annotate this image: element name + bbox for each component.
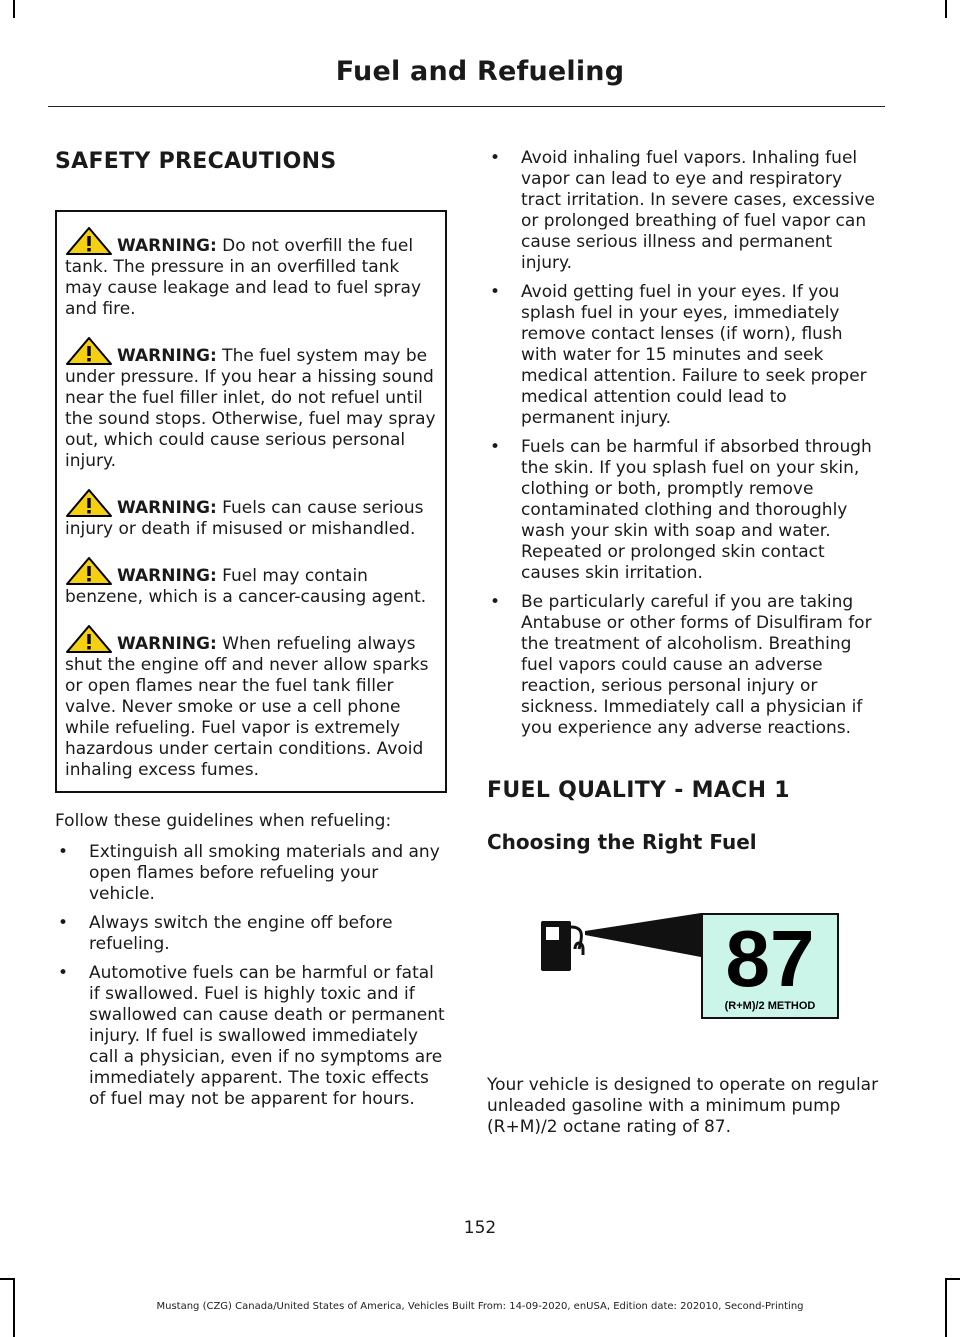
warning-label: WARNING:	[117, 566, 217, 586]
list-item: • Avoid inhaling fuel vapors. Inhaling fuel vapor can lead to eye and respiratory tract irritation. In severe cases, excessive or prolonged breathing of fuel vapor can cause serious illness and permanent injury.	[487, 148, 883, 274]
warning-triangle-icon	[65, 556, 113, 586]
list-item: • Extinguish all smoking materials and any open flames before refueling your vehicle.	[55, 842, 447, 905]
list-item: • Always switch the engine off before refueling.	[55, 913, 447, 955]
guidelines-list-left	[55, 842, 447, 1110]
warning-triangle-icon	[65, 336, 113, 366]
octane-method: (R+M)/2 METHOD	[724, 1000, 816, 1012]
octane-rating-graphic	[539, 911, 859, 1031]
warning-triangle-icon	[65, 488, 113, 518]
warning-label: WARNING:	[117, 346, 217, 366]
edition-footer: Mustang (CZG) Canada/United States of America, Vehicles Built From: 14-09-2020, enUSA, Edition date: 202010, Second-Printing	[156, 1301, 804, 1312]
guidelines-intro: Follow these guidelines when refueling:	[55, 811, 392, 831]
crop-mark	[945, 1278, 960, 1280]
warning-text: Fuels can cause serious injury or death if misused or mishandled.	[65, 498, 424, 539]
list-item: • Avoid getting fuel in your eyes. If you splash fuel in your eyes, immediately remove contact lenses (if worn), flush with water for 15 minutes and seek medical attention. Failure to seek proper medical attention could lead to permanent injury.	[487, 282, 883, 429]
warning-text: The fuel system may be under pressure. If you hear a hissing sound near the fuel filler inlet, do not refuel until the sound stops. Otherwise, fuel may spray out, which could cause serious personal injury.	[65, 346, 436, 471]
list-item: • Automotive fuels can be harmful or fatal if swallowed. Fuel is highly toxic and if swallowed can cause death or permanent injury. If fuel is swallowed immediately call a physician, even if no symptoms are immediately apparent. The toxic effects of fuel may not be apparent for hours.	[55, 963, 447, 1110]
warning-3	[65, 488, 437, 540]
page-number: 152	[463, 1218, 497, 1238]
warning-2	[65, 336, 437, 472]
header-divider	[48, 106, 885, 107]
warning-4	[65, 556, 437, 608]
guidelines-list-right	[487, 148, 883, 739]
left-column	[55, 148, 447, 1110]
warning-triangle-icon	[65, 226, 113, 256]
crop-mark	[0, 1278, 15, 1280]
choosing-fuel-subheading: Choosing the Right Fuel	[487, 830, 757, 854]
safety-heading: SAFETY PRECAUTIONS	[55, 149, 337, 174]
warning-label: WARNING:	[117, 236, 217, 256]
warning-text: When refueling always shut the engine off and never allow sparks or open flames near the fuel tank filler valve. Never smoke or use a cell phone while refueling. Fuel vapor is extremely hazardous under certain conditions. Avoid inhaling excess fumes.	[65, 634, 429, 780]
octane-label	[701, 913, 839, 1019]
list-item: • Fuels can be harmful if absorbed through the skin. If you splash fuel on your skin, clothing or both, promptly remove contaminated clothing and thoroughly wash your skin with soap and water. Repeated or prolonged skin contact causes skin irritation.	[487, 437, 883, 584]
warning-5	[65, 624, 437, 781]
warning-label: WARNING:	[117, 634, 217, 654]
warning-text: Fuel may contain benzene, which is a cancer-causing agent.	[65, 566, 427, 607]
list-item: • Be particularly careful if you are taking Antabuse or other forms of Disulfiram for the treatment of alcoholism. Breathing fuel vapors could cause an adverse reaction, serious personal injury or sickness. Immediately call a physician if you experience any adverse reactions.	[487, 592, 883, 739]
crop-mark	[945, 0, 947, 18]
page-header-title: Fuel and Refueling	[335, 56, 625, 87]
warning-text: Do not overfill the fuel tank. The pressure in an overfilled tank may cause leakage and lead to fuel spray and fire.	[65, 236, 422, 319]
warning-1	[65, 226, 437, 320]
warning-triangle-icon	[65, 624, 113, 654]
fuel-description: Your vehicle is designed to operate on regular unleaded gasoline with a minimum pump (R+M)/2 octane rating of 87.	[487, 1075, 879, 1137]
right-column	[487, 148, 883, 1138]
crop-mark	[13, 0, 15, 18]
octane-number: 87	[725, 914, 815, 1003]
warning-label: WARNING:	[117, 498, 217, 518]
fuel-quality-heading: FUEL QUALITY - MACH 1	[487, 778, 790, 803]
warnings-box	[55, 210, 447, 793]
